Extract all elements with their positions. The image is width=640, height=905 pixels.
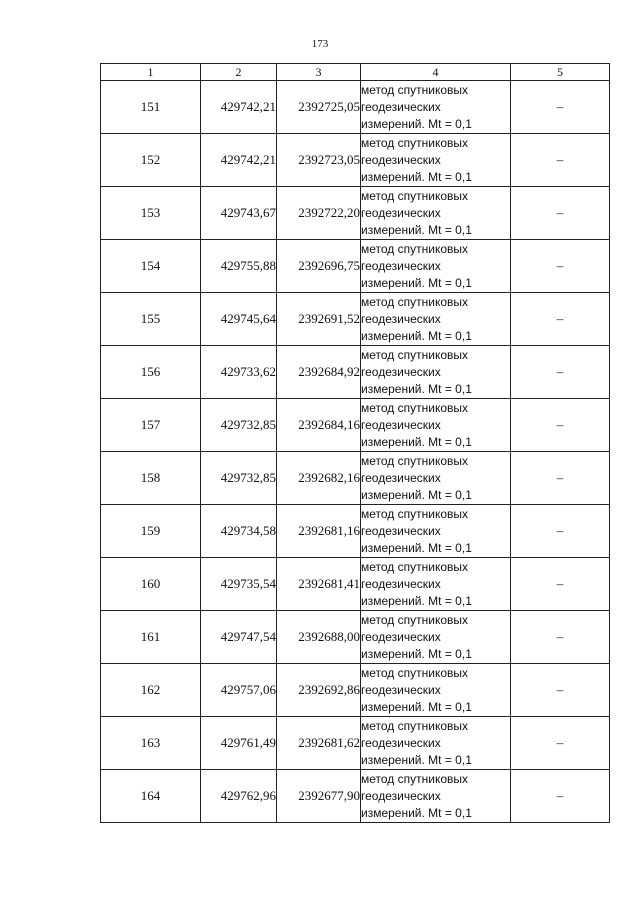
note-cell: – bbox=[511, 399, 610, 452]
point-number-cell: 163 bbox=[101, 717, 201, 770]
x-coordinate-cell: 429732,85 bbox=[201, 452, 277, 505]
table-row bbox=[101, 452, 610, 505]
table-row bbox=[101, 346, 610, 399]
method-cell bbox=[361, 399, 511, 452]
table-row bbox=[101, 134, 610, 187]
x-coordinate-cell: 429733,62 bbox=[201, 346, 277, 399]
method-line: измерений. Mt = 0,1 bbox=[361, 328, 472, 343]
method-line: метод спутниковых bbox=[361, 718, 469, 733]
table-row bbox=[101, 770, 610, 823]
table-row bbox=[101, 81, 610, 134]
table-row bbox=[101, 399, 610, 452]
x-coordinate-cell: 429755,88 bbox=[201, 240, 277, 293]
table-row bbox=[101, 611, 610, 664]
point-number-cell: 155 bbox=[101, 293, 201, 346]
method-cell bbox=[361, 240, 511, 293]
point-number-cell: 159 bbox=[101, 505, 201, 558]
method-line: метод спутниковых bbox=[361, 506, 469, 521]
y-coordinate-cell: 2392681,41 bbox=[277, 558, 361, 611]
x-coordinate-cell: 429747,54 bbox=[201, 611, 277, 664]
column-header-5: 5 bbox=[511, 64, 610, 81]
method-cell bbox=[361, 505, 511, 558]
method-line: метод спутниковых bbox=[361, 771, 469, 786]
column-header-3: 3 bbox=[277, 64, 361, 81]
method-line: измерений. Mt = 0,1 bbox=[361, 752, 472, 767]
method-line: измерений. Mt = 0,1 bbox=[361, 699, 472, 714]
method-line: измерений. Mt = 0,1 bbox=[361, 646, 472, 661]
x-coordinate-cell: 429761,49 bbox=[201, 717, 277, 770]
table-row bbox=[101, 293, 610, 346]
x-coordinate-cell: 429732,85 bbox=[201, 399, 277, 452]
method-line: измерений. Mt = 0,1 bbox=[361, 381, 472, 396]
method-line: измерений. Mt = 0,1 bbox=[361, 169, 472, 184]
note-cell: – bbox=[511, 664, 610, 717]
y-coordinate-cell: 2392677,90 bbox=[277, 770, 361, 823]
point-number-cell: 164 bbox=[101, 770, 201, 823]
method-line: геодезических bbox=[361, 417, 441, 432]
point-number-cell: 153 bbox=[101, 187, 201, 240]
point-number-cell: 160 bbox=[101, 558, 201, 611]
table-row bbox=[101, 240, 610, 293]
method-line: измерений. Mt = 0,1 bbox=[361, 593, 472, 608]
method-cell bbox=[361, 558, 511, 611]
note-cell: – bbox=[511, 293, 610, 346]
method-cell bbox=[361, 770, 511, 823]
point-number-cell: 158 bbox=[101, 452, 201, 505]
method-cell bbox=[361, 452, 511, 505]
y-coordinate-cell: 2392723,05 bbox=[277, 134, 361, 187]
method-line: измерений. Mt = 0,1 bbox=[361, 434, 472, 449]
note-cell: – bbox=[511, 240, 610, 293]
method-line: измерений. Mt = 0,1 bbox=[361, 487, 472, 502]
method-line: метод спутниковых bbox=[361, 612, 469, 627]
point-number-cell: 156 bbox=[101, 346, 201, 399]
table-header-row bbox=[101, 64, 610, 81]
point-number-cell: 157 bbox=[101, 399, 201, 452]
note-cell: – bbox=[511, 770, 610, 823]
method-line: метод спутниковых bbox=[361, 241, 469, 256]
table-body bbox=[101, 81, 610, 823]
y-coordinate-cell: 2392725,05 bbox=[277, 81, 361, 134]
method-cell bbox=[361, 134, 511, 187]
column-header-2: 2 bbox=[201, 64, 277, 81]
method-line: геодезических bbox=[361, 152, 441, 167]
y-coordinate-cell: 2392722,20 bbox=[277, 187, 361, 240]
y-coordinate-cell: 2392681,62 bbox=[277, 717, 361, 770]
method-line: геодезических bbox=[361, 682, 441, 697]
method-line: метод спутниковых bbox=[361, 559, 469, 574]
y-coordinate-cell: 2392688,00 bbox=[277, 611, 361, 664]
point-number-cell: 151 bbox=[101, 81, 201, 134]
method-line: метод спутниковых bbox=[361, 135, 469, 150]
method-line: геодезических bbox=[361, 470, 441, 485]
column-header-1: 1 bbox=[101, 64, 201, 81]
method-line: метод спутниковых bbox=[361, 453, 469, 468]
x-coordinate-cell: 429757,06 bbox=[201, 664, 277, 717]
method-line: геодезических bbox=[361, 311, 441, 326]
method-line: метод спутниковых bbox=[361, 347, 469, 362]
point-number-cell: 162 bbox=[101, 664, 201, 717]
method-line: метод спутниковых bbox=[361, 400, 469, 415]
x-coordinate-cell: 429742,21 bbox=[201, 134, 277, 187]
x-coordinate-cell: 429742,21 bbox=[201, 81, 277, 134]
point-number-cell: 154 bbox=[101, 240, 201, 293]
note-cell: – bbox=[511, 611, 610, 664]
x-coordinate-cell: 429734,58 bbox=[201, 505, 277, 558]
x-coordinate-cell: 429743,67 bbox=[201, 187, 277, 240]
method-line: измерений. Mt = 0,1 bbox=[361, 805, 472, 820]
method-cell bbox=[361, 717, 511, 770]
method-line: геодезических bbox=[361, 99, 441, 114]
table-row bbox=[101, 664, 610, 717]
method-line: геодезических bbox=[361, 258, 441, 273]
note-cell: – bbox=[511, 346, 610, 399]
method-line: геодезических bbox=[361, 576, 441, 591]
table-row bbox=[101, 717, 610, 770]
note-cell: – bbox=[511, 187, 610, 240]
method-cell bbox=[361, 187, 511, 240]
x-coordinate-cell: 429735,54 bbox=[201, 558, 277, 611]
method-line: геодезических bbox=[361, 205, 441, 220]
method-line: измерений. Mt = 0,1 bbox=[361, 222, 472, 237]
table-row bbox=[101, 505, 610, 558]
coordinates-table bbox=[100, 63, 610, 823]
method-line: измерений. Mt = 0,1 bbox=[361, 540, 472, 555]
page-number: 173 bbox=[311, 38, 329, 50]
note-cell: – bbox=[511, 81, 610, 134]
table-row bbox=[101, 187, 610, 240]
method-line: измерений. Mt = 0,1 bbox=[361, 275, 472, 290]
y-coordinate-cell: 2392696,75 bbox=[277, 240, 361, 293]
note-cell: – bbox=[511, 717, 610, 770]
method-line: геодезических bbox=[361, 364, 441, 379]
x-coordinate-cell: 429762,96 bbox=[201, 770, 277, 823]
method-cell bbox=[361, 664, 511, 717]
y-coordinate-cell: 2392692,86 bbox=[277, 664, 361, 717]
method-line: метод спутниковых bbox=[361, 294, 469, 309]
method-cell bbox=[361, 293, 511, 346]
note-cell: – bbox=[511, 134, 610, 187]
method-line: геодезических bbox=[361, 735, 441, 750]
method-line: измерений. Mt = 0,1 bbox=[361, 116, 472, 131]
method-cell bbox=[361, 81, 511, 134]
method-line: метод спутниковых bbox=[361, 188, 469, 203]
method-line: метод спутниковых bbox=[361, 82, 469, 97]
method-line: геодезических bbox=[361, 629, 441, 644]
method-line: метод спутниковых bbox=[361, 665, 469, 680]
column-header-4: 4 bbox=[361, 64, 511, 81]
point-number-cell: 152 bbox=[101, 134, 201, 187]
method-cell bbox=[361, 346, 511, 399]
note-cell: – bbox=[511, 558, 610, 611]
note-cell: – bbox=[511, 452, 610, 505]
y-coordinate-cell: 2392691,52 bbox=[277, 293, 361, 346]
y-coordinate-cell: 2392682,16 bbox=[277, 452, 361, 505]
method-line: геодезических bbox=[361, 788, 441, 803]
table-row bbox=[101, 558, 610, 611]
point-number-cell: 161 bbox=[101, 611, 201, 664]
note-cell: – bbox=[511, 505, 610, 558]
y-coordinate-cell: 2392684,92 bbox=[277, 346, 361, 399]
y-coordinate-cell: 2392684,16 bbox=[277, 399, 361, 452]
method-cell bbox=[361, 611, 511, 664]
y-coordinate-cell: 2392681,16 bbox=[277, 505, 361, 558]
method-line: геодезических bbox=[361, 523, 441, 538]
x-coordinate-cell: 429745,64 bbox=[201, 293, 277, 346]
